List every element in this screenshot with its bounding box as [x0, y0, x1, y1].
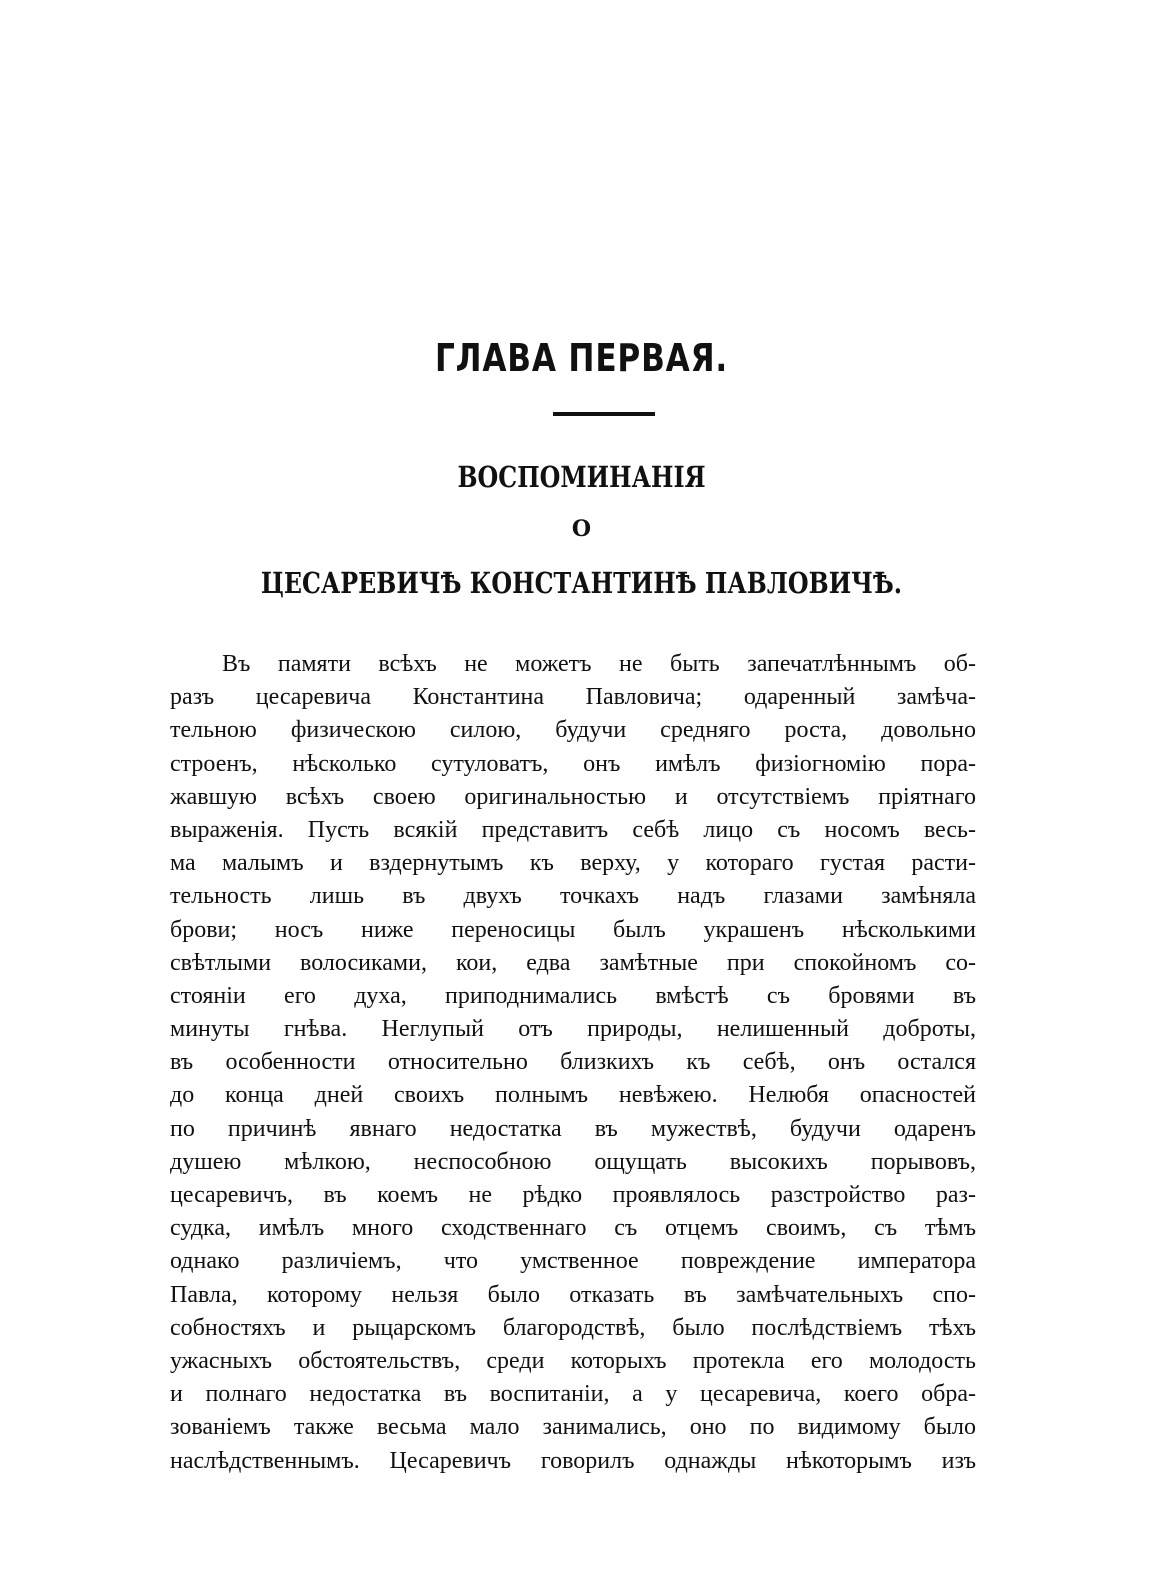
text-line: [170, 648, 976, 681]
text-line-content: судка, имѣлъ много сходственнаго съ отцемъ своимъ, съ тѣмъ: [170, 1215, 976, 1242]
text-line-content: ужасныхъ обстоятельствъ, среди которыхъ протекла его молодость: [170, 1347, 976, 1374]
text-line: [170, 1378, 976, 1411]
text-line-content: по причинѣ явнаго недостатка въ мужествѣ, будучи одаренъ: [170, 1115, 976, 1142]
text-line: [170, 748, 976, 781]
body-text: [170, 648, 976, 1478]
text-line: [170, 1079, 976, 1112]
text-line-content: собностяхъ и рыцарскомъ благородствѣ, было послѣдствіемъ тѣхъ: [170, 1314, 976, 1341]
text-line: [170, 1345, 976, 1378]
text-line-content: зованіемъ также весьма мало занимались, оно по видимому было: [170, 1414, 976, 1441]
section-heading-line-1: ВОСПОМИНАНІЯ: [457, 460, 706, 494]
text-line-content: выраженія. Пусть всякій представитъ себѣ лицо съ носомъ весь-: [170, 816, 976, 843]
text-line: [170, 1445, 976, 1478]
text-line: [170, 1411, 976, 1444]
section-heading-line-2: О: [571, 516, 592, 542]
text-line-content: стояніи его духа, приподнимались вмѣстѣ съ бровями въ: [170, 982, 976, 1009]
text-line-content: однако различіемъ, что умственное повреждение императора: [170, 1248, 976, 1275]
text-line: [170, 1245, 976, 1278]
text-line-content: минуты гнѣва. Неглупый отъ природы, нелишенный доброты,: [170, 1016, 976, 1043]
text-line: [170, 781, 976, 814]
text-line-content: ма малымъ и вздернутымъ къ верху, у котораго густая расти-: [170, 850, 976, 877]
text-line-content: брови; носъ ниже переносицы былъ украшенъ нѣсколькими: [170, 916, 976, 943]
text-line-content: строенъ, нѣсколько сутуловатъ, онъ имѣлъ физіогномію пора-: [170, 750, 976, 777]
text-line-content: наслѣдственнымъ. Цесаревичъ говорилъ однажды нѣкоторымъ изъ: [170, 1447, 976, 1474]
text-line: [170, 1312, 976, 1345]
text-line: [170, 1279, 976, 1312]
text-line: [170, 681, 976, 714]
section-heading-line-3: ЦЕСАРЕВИЧѢ КОНСТАНТИНѢ ПАВЛОВИЧѢ.: [260, 566, 903, 600]
text-line: [170, 1113, 976, 1146]
text-line: [170, 914, 976, 947]
text-line-content: разъ цесаревича Константина Павловича; одаренный замѣча-: [170, 684, 976, 711]
text-line: [170, 1212, 976, 1245]
text-line-content: душею мѣлкою, неспособною ощущать высокихъ порывовъ,: [170, 1148, 976, 1175]
text-line-content: Павла, которому нельзя было отказать въ замѣчательныхъ спо-: [170, 1281, 976, 1308]
text-line: [170, 880, 976, 913]
text-line-content: свѣтлыми волосиками, кои, едва замѣтные при спокойномъ со-: [170, 949, 976, 976]
text-line: [170, 1013, 976, 1046]
text-line: [170, 1146, 976, 1179]
chapter-title: ГЛАВА ПЕРВАЯ.: [434, 336, 729, 380]
text-line: [170, 947, 976, 980]
text-line: [170, 1179, 976, 1212]
text-line-content: въ особенности относительно близкихъ къ себѣ, онъ остался: [170, 1049, 976, 1076]
text-line: [170, 1046, 976, 1079]
text-line: [170, 814, 976, 847]
text-line-content: цесаревичъ, въ коемъ не рѣдко проявлялось разстройство раз-: [170, 1182, 976, 1208]
text-line-content: тельною физическою силою, будучи средняго роста, довольно: [170, 717, 976, 744]
text-line-content: жавшую всѣхъ своею оригинальностью и отсутствіемъ пріятнаго: [170, 783, 976, 810]
text-line: [170, 714, 976, 747]
title-divider: [553, 412, 655, 416]
text-line-content: и полнаго недостатка въ воспитаніи, а у цесаревича, коего обра-: [170, 1381, 976, 1408]
text-line-content: до конца дней своихъ полнымъ невѣжею. Нелюбя опасностей: [170, 1082, 976, 1109]
text-line-content: Въ памяти всѣхъ не можетъ не быть запечатлѣннымъ об-: [222, 651, 976, 677]
text-line-content: тельность лишь въ двухъ точкахъ надъ глазами замѣняла: [170, 883, 976, 910]
text-line: [170, 980, 976, 1013]
text-line: [170, 847, 976, 880]
